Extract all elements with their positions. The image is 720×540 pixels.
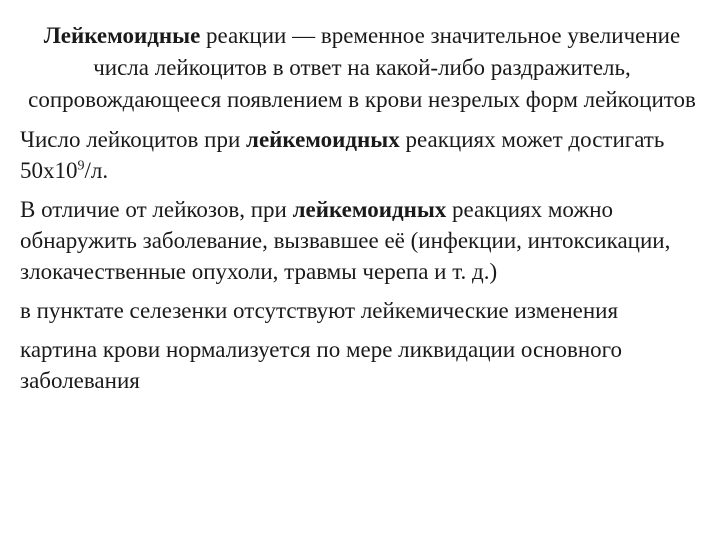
p1-before: Число лейкоцитов при	[20, 127, 247, 152]
paragraph-leukocyte-count	[20, 124, 710, 186]
paragraph-spleen-puncture: в пунктате селезенки отсутствуют лейкемические изменения	[20, 298, 619, 323]
p1-unit: /л.	[84, 158, 109, 183]
p2-before: В отличие от лейкозов, при	[20, 197, 293, 222]
p2-after: реакциях можно обнаружить заболевание, вызвавшее её (инфекции, интоксикации, злокачественные опухоли, травмы черепа и т. д.)	[20, 197, 671, 284]
p1-bold-term: лейкемоидных	[246, 127, 400, 152]
p1-exponent: 9	[77, 158, 85, 174]
p1-after: реакциях может достигать 50х10	[20, 127, 665, 183]
heading-term: Лейкемоидные	[43, 23, 201, 48]
heading-definition: реакции — временное значительное увеличение числа лейкоцитов в ответ на какой-либо раздражитель, сопровождающееся появлением в крови незрелых форм лейкоцитов	[28, 23, 696, 112]
paragraph-blood-normalization: картина крови нормализуется по мере ликвидации основного заболевания	[20, 337, 622, 393]
p2-bold-term: лейкемоидных	[292, 197, 447, 222]
definition-heading	[14, 20, 710, 116]
paragraph-difference-from-leukemia	[20, 194, 710, 287]
